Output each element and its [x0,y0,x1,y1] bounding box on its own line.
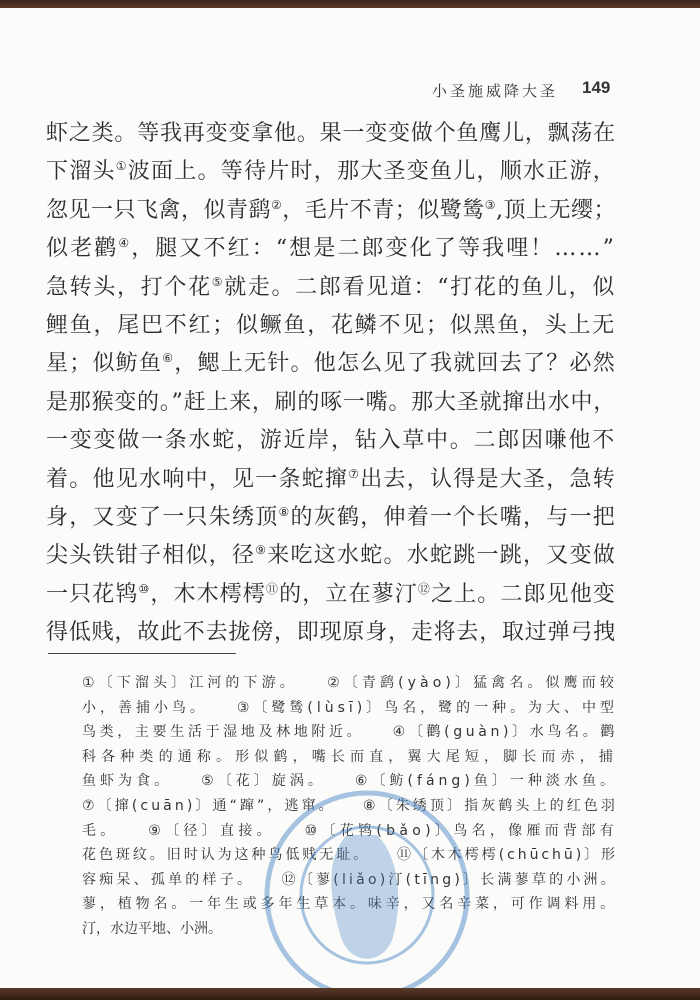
body-text-segment: ，毛片不青；似鹭鸶 [282,197,485,223]
body-line [46,234,616,264]
footnote-divider [48,653,236,654]
body-text-segment: 的，立在蓼汀 [279,581,418,607]
body-line [46,580,616,610]
body-line [46,157,616,187]
body-line [46,119,616,149]
body-text-segment: 波面上。等待片时，那大圣变鱼儿，顺水正游， [127,159,616,185]
footnote-ref: ① [115,159,128,174]
footnote-line: 小，善捕小鸟。 ③〔鹭鸶(lùsī)〕鸟名，鹭的一种。为大、中型 [82,699,618,716]
footnote-ref: ⑨ [255,543,268,558]
body-line [46,618,616,648]
footnote-ref: ⑥ [162,351,175,366]
footnote-line: 容痴呆、孤单的样子。 ⑫〔蓼(liǎo)汀(tīng)〕长满蓼草的小洲。 [82,871,618,888]
body-text-segment: 忽见一只飞禽，似青鹞 [46,197,271,223]
body-line [46,541,616,571]
body-line [46,426,616,456]
body-text-segment: 之上。二郎见他变 [430,581,616,607]
body-line [46,465,616,495]
body-text-segment: 来吃这水蛇。水蛇跳一跳，又变做 [267,543,616,569]
body-text-segment: 就走。二郎看见道：“打花的鱼儿，似 [224,274,616,300]
body-text-segment: 一只花鸨 [46,581,139,607]
body-line [46,349,616,379]
body-line [46,273,616,303]
footnote-line: 花色斑纹。旧时认为这种鸟低贱无耻。 ⑪〔木木樗樗(chūchū)〕形 [82,847,618,864]
body-text-segment: ，鳃上无针。他怎么见了我就回去了？必然 [174,351,616,377]
body-text-segment: 鲤鱼，尾巴不红；似鳜鱼，花鳞不见；似黑鱼，头上无 [46,313,616,338]
footnote-line: 蓼，植物名。一年生或多年生草本。味辛，又名辛菜，可作调料用。 [82,896,618,913]
footnote-ref: ⑪ [265,581,280,596]
footnote-ref: ② [270,197,283,212]
footnote-line: 毛。 ⑨〔径〕直接。 ⑩〔花鸨(bǎo)〕鸟名，像雁而背部有 [82,822,618,839]
body-text-segment: 得低贱，故此不去拢傍，即现原身，走将去，取过弹弓拽 [46,620,616,646]
body-text-segment: 尖头铁钳子相似，径 [46,543,256,569]
footnote-ref: ⑤ [211,274,225,289]
body-text-segment: 星；似鲂鱼 [46,351,163,377]
body-text-segment: 虾之类。等我再变变拿他。果一变变做个鱼鹰儿，飘荡在 [46,121,616,146]
footnote-ref: ⑫ [417,581,431,596]
footnote-line: 科各种类的通称。形似鹤，嘴长而直，翼大尾短，脚长而赤，捕 [82,748,618,765]
page-number: 149 [582,78,611,97]
footnote-ref: ③ [484,197,496,212]
footnote-ref: ⑦ [348,466,361,481]
body-text-segment: 出去，认得是大圣，急转 [360,466,616,492]
body-text-segment: ,顶上无缨； [496,197,616,223]
body-text-segment: ，腿又不红：“想是二郎变化了等我哩！……” [131,236,616,262]
body-text-segment: 着。他见水响中，见一条蛇撺 [46,466,349,492]
body-line [46,311,616,341]
scan-frame-top [0,0,700,8]
footnote-ref: ④ [118,236,132,251]
footnote-line: ①〔下溜头〕江河的下游。 ②〔青鹞(yào)〕猛禽名。似鹰而较 [82,675,618,691]
body-text-segment: 似老鹳 [46,236,119,262]
body-text-segment: 身，又变了一只朱绣顶 [46,505,279,530]
footnote-ref: ⑩ [138,581,151,596]
body-text-segment: ，木木樗樗 [150,581,266,607]
body-text-segment: 急转头，打个花 [46,274,212,300]
footnote-line: 鸟类，主要生活于湿地及林地附近。 ④〔鹳(guàn)〕水鸟名。鹳 [82,724,618,741]
scan-frame-bottom [0,988,700,1000]
body-text-segment: 的灰鹤，伸着一个长嘴，与一把 [290,505,616,530]
footnote-line: 汀，水边平地、小洲。 [82,921,222,937]
footnote-line: ⑦〔撺(cuān)〕通“蹿”，逃窜。 ⑧〔朱绣顶〕指灰鹤头上的红色羽 [82,798,618,814]
footnote-ref: ⑧ [278,505,291,519]
body-line [46,196,616,226]
running-header-title: 小圣施威降大圣 [432,82,559,100]
body-text-segment: 是那猴变的。”赶上来，刷的啄一嘴。那大圣就撺出水中， [46,389,616,415]
footnote-line: 鱼虾为食。 ⑤〔花〕旋涡。 ⑥〔鲂(fáng)鱼〕一种淡水鱼。 [82,773,618,790]
body-text-segment: 一变变做一条水蛇，游近岸，钻入草中。二郎因嗛他不 [46,428,616,454]
body-text-segment: 下溜头 [46,159,116,185]
body-line [46,503,616,533]
body-line [46,388,616,418]
